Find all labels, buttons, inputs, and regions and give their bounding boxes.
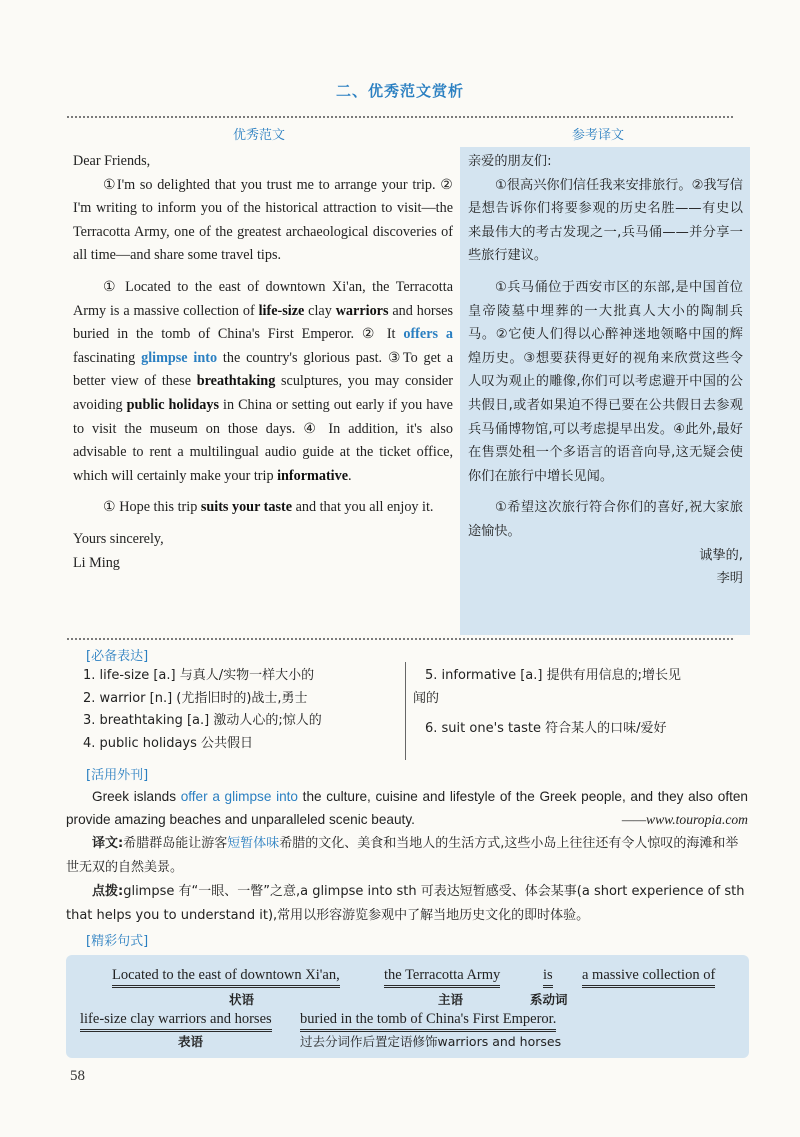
usage-translation: 译文:希腊群岛能让游客短暂体味希腊的文化、美食和当地人的生活方式,这些小岛上往往还有令人惊叹的海滩和举世无双的自然美景。 [66,836,739,875]
sentence-segment-predicative-a: a massive collection of [582,967,715,988]
vocab-list-right [413,665,681,741]
greeting: Dear Friends, [73,153,151,169]
signature-name: Li Ming [73,554,120,571]
paragraph-1: ①I'm so delighted that you trust me to arrange your trip. ② I'm writing to inform you of the historical attraction to visit—the Terracotta Army, one of the greatest archaeological discoveries of all time—and share some travel tips. [73,176,453,264]
divider [67,116,733,118]
paragraph-3: ① Hope this trip suits your taste and that you all enjoy it. [103,499,434,516]
vocab-list-left [83,665,322,756]
label-adverbial: 状语 [229,992,255,1007]
cn-signature-name: 李明 [716,571,743,587]
label-subject: 主语 [438,992,464,1007]
vocab-tag: [必备表达] [86,649,149,664]
usage-source: ——www.touropia.com [621,812,748,827]
vocab-item: 4. public holidays 公共假日 [83,736,254,752]
sentence-segment-attributive: buried in the tomb of China's First Emperor. [300,1011,556,1032]
sentence-segment-adverbial: Located to the east of downtown Xi'an, [112,967,340,988]
divider [67,638,733,640]
cn-closing: 诚挚的, [699,547,743,563]
cn-paragraph-2: ①兵马俑位于西安市区的东部,是中国首位皇帝陵墓中埋葬的一大批真人大小的陶制兵马。②它使人们得以心醉神迷地领略中国的辉煌历史。③想要获得更好的视角来欣赏这些令人叹为观止的雕像,你们可以考虑避开中国的公共假日,或者如果迫不得已要在公共假日去参观兵马俑博物馆,可以考虑提早出发。④此外,最好在售票处租一个多语言的语音向导,这无疑会使你们在旅行中增长见闻。 [468,279,743,484]
sentence-segment-subject: the Terracotta Army [384,967,500,988]
label-attributive: 过去分词作后置定语修饰warriors and horses [300,1034,562,1049]
vocab-item: 6. suit one's taste 符合某人的口味/爱好 [425,721,667,737]
vocab-item: 1. life-size [a.] 与真人/实物一样大小的 [83,668,315,683]
paragraph-2: ① Located to the east of downtown Xi'an, the Terracotta Army is a massive collection of life-size clay warriors and horses buried in the tomb of China's First Emperor. ② It offers a fascinating glimpse into the country's glorious past. ③To get a better view of these breathtaking sculptures, you may consider avoiding public holidays in China or setting out early if you have to visit the museum on those days. ④ In addition, it's also advisable to rent a multilingual audio guide at the ticket office, which will certainly make your trip informative. [73,278,454,484]
vocab-item: 2. warrior [n.] (尤指旧时的)战士,勇士 [83,690,308,706]
closing: Yours sincerely, [73,530,164,547]
column-heading-right: 参考译文 [572,128,625,143]
sentence-segment-verb: is [543,967,553,988]
usage-note: 点拨:glimpse 有“一眼、一瞥”之意,a glimpse into sth 可表达短暂感受、体会某事(a short experience of sth that helps you to understand it),常用以形容游览参观中了解当地历史文化的即时体验。 [66,884,745,923]
vocab-item: 3. breathtaking [a.] 激动人心的;惊人的 [83,713,322,729]
sentence-segment-predicative-b: life-size clay warriors and horses [80,1011,272,1032]
vocab-divider [405,662,406,760]
vocab-item: 5. informative [a.] 提供有用信息的;增长见 [425,668,681,683]
usage-tag: [活用外刊] [86,768,149,783]
label-predicative: 表语 [178,1034,204,1049]
page-number: 58 [70,1068,85,1084]
english-letter [73,150,453,575]
usage-example: Greek islands offer a glimpse into the culture, cuisine and lifestyle of the Greek people, and they also often provide amazing beaches and unparalleled scenic beauty. ——www.touropia.com [66,785,748,831]
cn-paragraph-1: ①很高兴你们信任我来安排旅行。②我写信是想告诉你们将要参观的历史名胜——有史以来最伟大的考古发现之一,兵马俑——并分享一些旅行建议。 [468,177,743,264]
cn-greeting: 亲爱的朋友们: [468,154,552,169]
vocab-item-cont: 闻的 [413,690,440,706]
sentence-tag: [精彩句式] [86,934,149,949]
chinese-translation [468,150,743,591]
label-verb: 系动词 [530,992,568,1007]
column-heading-left: 优秀范文 [233,128,286,143]
cn-paragraph-3: ①希望这次旅行符合你们的喜好,祝大家旅途愉快。 [468,500,743,539]
section-title: 二、优秀范文赏析 [335,82,464,100]
